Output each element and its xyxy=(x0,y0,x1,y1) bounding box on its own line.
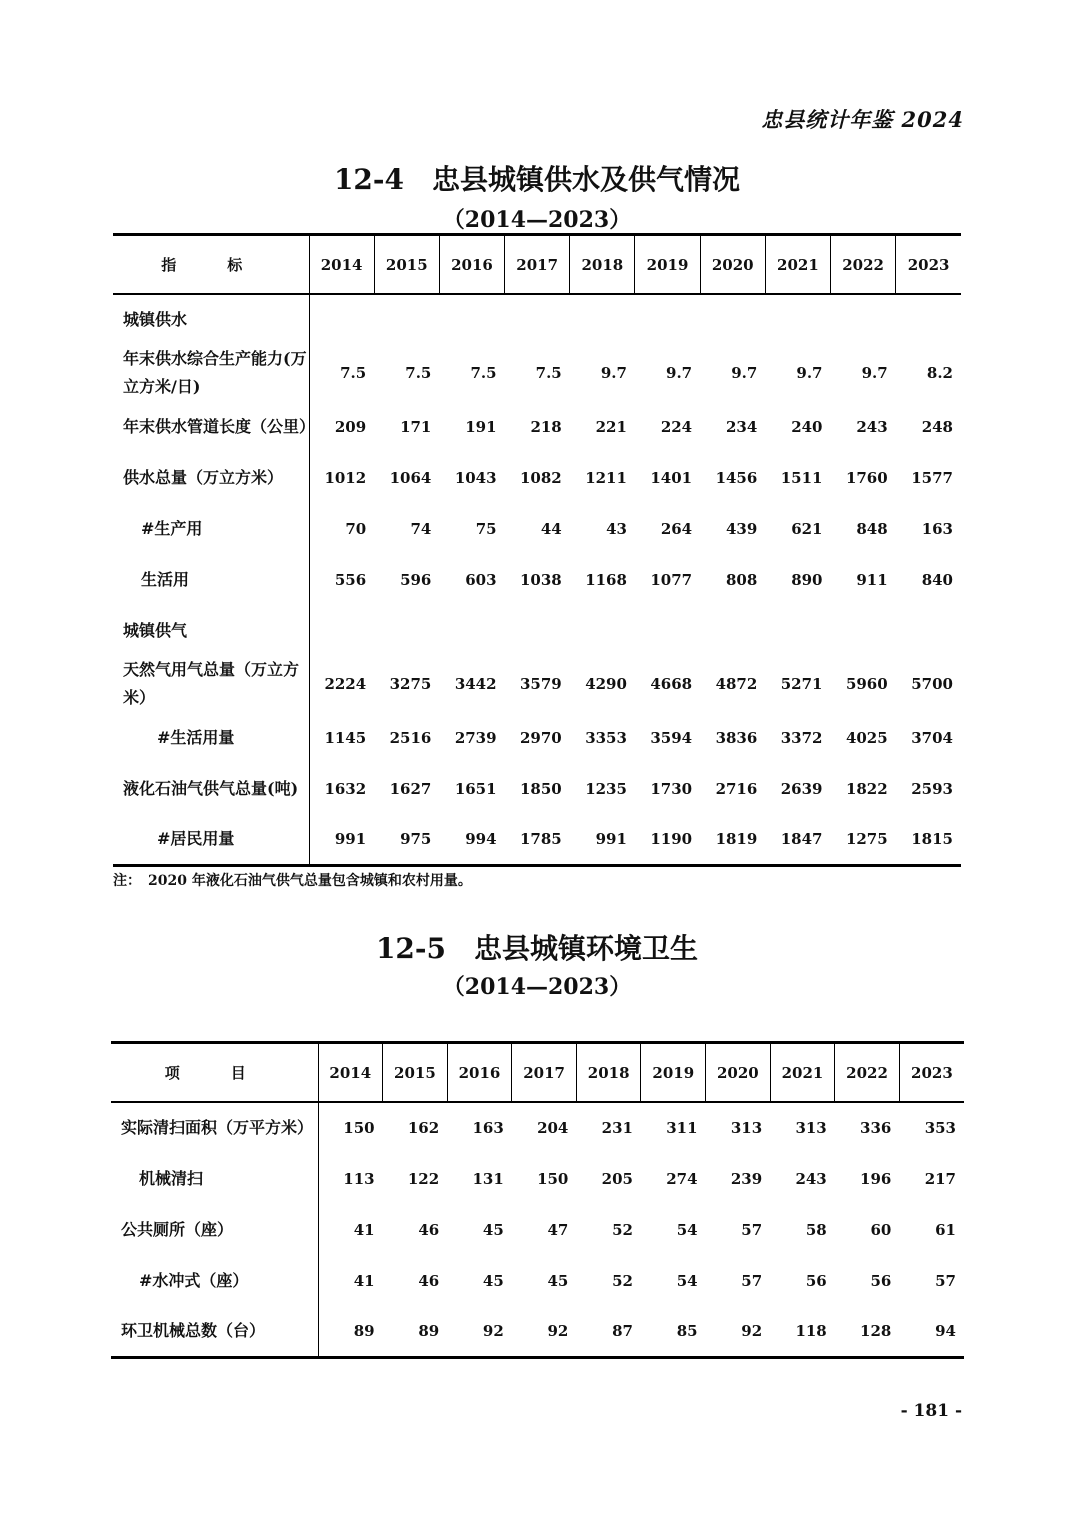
data-cell xyxy=(765,605,830,656)
data-cell: 118 xyxy=(795,1321,827,1340)
data-cell: 205 xyxy=(601,1169,633,1188)
data-cell: 5960 xyxy=(845,675,888,693)
data-cell: 1168 xyxy=(585,570,627,589)
data-cell xyxy=(635,605,700,656)
row-label: #生活用量 xyxy=(113,712,309,763)
table-header-row xyxy=(113,235,961,295)
table-row xyxy=(113,656,961,712)
data-cell: 9.7 xyxy=(796,364,823,382)
data-cell: 45 xyxy=(482,1271,504,1290)
row-label: 城镇供水 xyxy=(113,294,309,345)
table-row xyxy=(113,294,961,345)
table2-title: 12-5 忠县城镇环境卫生 xyxy=(375,932,699,965)
table-row xyxy=(113,605,961,656)
table1-note: 注： 2020 年液化石油气供气总量包含城镇和农村用量。 xyxy=(113,873,472,889)
data-cell: 313 xyxy=(730,1119,763,1137)
table2-subtitle: （2014—2023） xyxy=(442,974,632,1000)
header-year: 2022 xyxy=(831,235,896,295)
data-cell: 3442 xyxy=(454,675,497,693)
header-year: 2020 xyxy=(700,235,765,295)
data-cell: 1785 xyxy=(520,829,562,848)
data-cell: 240 xyxy=(791,417,823,436)
header-year: 2019 xyxy=(635,235,700,295)
data-cell: 1819 xyxy=(715,829,758,848)
data-cell: 603 xyxy=(465,570,497,589)
data-cell: 41 xyxy=(353,1220,375,1239)
data-cell: 2639 xyxy=(780,779,823,798)
table-row xyxy=(113,763,961,814)
data-cell: 274 xyxy=(666,1169,698,1188)
data-cell: 2224 xyxy=(324,675,367,693)
header-year: 2015 xyxy=(383,1043,448,1103)
data-cell xyxy=(831,294,896,345)
environmental-sanitation-table xyxy=(111,1041,964,1359)
table-row xyxy=(113,554,961,605)
data-cell: 75 xyxy=(475,519,497,538)
header-year: 2018 xyxy=(576,1043,641,1103)
data-cell xyxy=(700,605,765,656)
data-cell: 89 xyxy=(418,1321,440,1340)
data-cell: 1511 xyxy=(780,468,823,487)
data-cell: 4025 xyxy=(845,728,888,747)
data-cell xyxy=(374,294,439,345)
header-year: 2017 xyxy=(505,235,570,295)
table1-title: 12-4 忠县城镇供水及供气情况 xyxy=(333,163,741,196)
table-row xyxy=(113,503,961,554)
header-year: 2018 xyxy=(570,235,635,295)
data-cell: 1577 xyxy=(911,468,953,487)
data-cell: 621 xyxy=(791,519,823,538)
data-cell: 1082 xyxy=(520,468,562,487)
table-row xyxy=(113,814,961,865)
data-cell xyxy=(831,605,896,656)
data-cell: 46 xyxy=(418,1271,440,1290)
data-cell: 1847 xyxy=(780,829,823,848)
data-cell: 85 xyxy=(676,1321,698,1340)
data-cell: 1760 xyxy=(845,468,888,487)
header-year: 2021 xyxy=(765,235,830,295)
data-cell: 56 xyxy=(870,1271,892,1290)
data-cell: 1235 xyxy=(585,779,627,798)
data-cell: 92 xyxy=(482,1321,504,1340)
data-cell: 8.2 xyxy=(926,364,953,382)
data-cell: 991 xyxy=(334,829,367,848)
data-cell: 248 xyxy=(921,417,953,436)
data-cell xyxy=(570,294,635,345)
data-cell: 243 xyxy=(795,1169,827,1188)
data-cell: 58 xyxy=(805,1220,827,1239)
header-year: 2023 xyxy=(899,1043,964,1103)
data-cell: 336 xyxy=(860,1119,892,1137)
data-cell xyxy=(896,294,961,345)
row-label: #生产用 xyxy=(113,503,309,554)
data-cell: 9.7 xyxy=(600,364,627,382)
data-cell: 113 xyxy=(343,1169,375,1188)
data-cell: 3836 xyxy=(715,728,758,747)
data-cell: 57 xyxy=(935,1271,956,1290)
row-label: 生活用 xyxy=(113,554,309,605)
data-cell: 1815 xyxy=(911,829,953,848)
data-cell: 1627 xyxy=(389,779,432,798)
data-cell: 9.7 xyxy=(731,364,758,382)
data-cell: 231 xyxy=(601,1119,633,1137)
data-cell: 1043 xyxy=(454,468,497,487)
data-cell: 1632 xyxy=(324,779,367,798)
row-label: 环卫机械总数（台） xyxy=(111,1306,318,1357)
data-cell: 1401 xyxy=(650,468,693,487)
header-year: 2016 xyxy=(447,1043,512,1103)
data-cell: 2739 xyxy=(454,728,497,747)
data-cell: 3594 xyxy=(650,728,693,747)
data-cell: 1456 xyxy=(715,468,758,487)
data-cell: 7.5 xyxy=(535,364,562,382)
data-cell: 163 xyxy=(472,1119,504,1137)
data-cell: 311 xyxy=(666,1119,698,1137)
data-cell: 1730 xyxy=(650,779,693,798)
data-cell: 60 xyxy=(870,1220,892,1239)
data-cell: 61 xyxy=(935,1220,956,1239)
data-cell: 264 xyxy=(660,519,693,538)
data-cell: 41 xyxy=(353,1271,375,1290)
data-cell xyxy=(505,294,570,345)
data-cell: 92 xyxy=(741,1321,763,1340)
data-cell: 57 xyxy=(741,1271,763,1290)
data-cell: 7.5 xyxy=(470,364,497,382)
header-item: 项 目 xyxy=(111,1043,318,1103)
header-year: 2019 xyxy=(641,1043,706,1103)
data-cell: 162 xyxy=(407,1119,440,1137)
data-cell: 1190 xyxy=(650,829,693,848)
data-cell: 1012 xyxy=(324,468,367,487)
data-cell xyxy=(765,294,830,345)
data-cell: 243 xyxy=(856,417,888,436)
data-cell: 3275 xyxy=(389,675,432,693)
data-cell: 2516 xyxy=(389,728,432,747)
data-cell xyxy=(439,605,504,656)
table-row xyxy=(111,1204,964,1255)
table-row xyxy=(111,1306,964,1357)
data-cell: 890 xyxy=(791,570,823,589)
table-row xyxy=(111,1102,964,1153)
data-cell: 150 xyxy=(537,1169,569,1188)
data-cell: 3372 xyxy=(780,728,823,747)
data-cell: 4872 xyxy=(715,675,758,693)
data-cell: 9.7 xyxy=(861,364,888,382)
row-label: 液化石油气供气总量(吨) xyxy=(113,763,309,814)
data-cell: 191 xyxy=(465,417,497,436)
data-cell: 54 xyxy=(676,1220,698,1239)
row-label: 年末供水管道长度（公里） xyxy=(113,401,309,452)
data-cell: 848 xyxy=(856,519,888,538)
row-label: 年末供水综合生产能力(万立方米/日) xyxy=(113,345,309,401)
data-cell: 1651 xyxy=(454,779,497,798)
row-label: #水冲式（座） xyxy=(111,1255,318,1306)
table-row xyxy=(113,712,961,763)
data-cell: 74 xyxy=(410,519,432,538)
header-year: 2023 xyxy=(896,235,961,295)
data-cell xyxy=(700,294,765,345)
data-cell: 556 xyxy=(334,570,367,589)
header-year: 2015 xyxy=(374,235,439,295)
data-cell: 204 xyxy=(537,1119,569,1137)
water-gas-supply-table xyxy=(113,233,961,867)
data-cell: 7.5 xyxy=(340,364,367,382)
data-cell: 3353 xyxy=(585,728,627,747)
data-cell: 221 xyxy=(595,417,627,436)
data-cell: 994 xyxy=(465,829,497,848)
table-row xyxy=(113,345,961,401)
data-cell: 44 xyxy=(540,519,562,538)
data-cell: 2593 xyxy=(911,779,953,798)
data-cell: 1211 xyxy=(585,468,627,487)
data-cell: 353 xyxy=(924,1119,956,1137)
data-cell: 5700 xyxy=(911,675,953,693)
data-cell: 46 xyxy=(418,1220,440,1239)
row-label: 供水总量（万立方米） xyxy=(113,452,309,503)
data-cell: 1038 xyxy=(520,570,562,589)
data-cell: 217 xyxy=(924,1169,956,1188)
data-cell xyxy=(570,605,635,656)
data-cell: 313 xyxy=(795,1119,827,1137)
data-cell xyxy=(309,294,374,345)
data-cell: 911 xyxy=(856,570,888,589)
data-cell: 94 xyxy=(935,1321,956,1340)
data-cell: 218 xyxy=(530,417,562,436)
data-cell: 89 xyxy=(353,1321,375,1340)
data-cell: 163 xyxy=(921,519,953,538)
header-year: 2014 xyxy=(309,235,374,295)
data-cell: 47 xyxy=(547,1220,569,1239)
data-cell: 1077 xyxy=(650,570,693,589)
data-cell: 3704 xyxy=(911,728,953,747)
header-year: 2017 xyxy=(512,1043,577,1103)
row-label: 公共厕所（座） xyxy=(111,1204,318,1255)
data-cell xyxy=(374,605,439,656)
data-cell xyxy=(505,605,570,656)
data-cell: 56 xyxy=(805,1271,827,1290)
table-row xyxy=(111,1255,964,1306)
data-cell: 3579 xyxy=(520,675,562,693)
header-year: 2021 xyxy=(770,1043,835,1103)
data-cell: 991 xyxy=(595,829,627,848)
data-cell: 1145 xyxy=(324,728,367,747)
data-cell: 150 xyxy=(343,1119,375,1137)
row-label: 机械清扫 xyxy=(111,1153,318,1204)
header-year: 2020 xyxy=(706,1043,771,1103)
data-cell: 45 xyxy=(547,1271,569,1290)
data-cell: 1822 xyxy=(845,779,888,798)
data-cell: 1275 xyxy=(845,829,888,848)
row-label: 实际清扫面积（万平方米） xyxy=(111,1102,318,1153)
data-cell: 234 xyxy=(726,417,758,436)
data-cell: 57 xyxy=(741,1220,763,1239)
data-cell: 87 xyxy=(612,1321,633,1340)
data-cell: 122 xyxy=(407,1169,440,1188)
data-cell: 5271 xyxy=(780,675,823,693)
data-cell: 52 xyxy=(612,1271,633,1290)
row-label: 天然气用气总量（万立方米） xyxy=(113,656,309,712)
data-cell: 596 xyxy=(400,570,432,589)
data-cell: 975 xyxy=(400,829,432,848)
data-cell: 131 xyxy=(472,1169,504,1188)
data-cell: 43 xyxy=(606,519,627,538)
data-cell: 9.7 xyxy=(666,364,693,382)
data-cell: 1850 xyxy=(520,779,562,798)
data-cell: 70 xyxy=(345,519,367,538)
data-cell: 45 xyxy=(482,1220,504,1239)
table-row xyxy=(113,452,961,503)
data-cell: 224 xyxy=(660,417,693,436)
data-cell xyxy=(896,605,961,656)
header-year: 2016 xyxy=(439,235,504,295)
data-cell: 2716 xyxy=(715,779,758,798)
data-cell: 128 xyxy=(860,1321,892,1340)
table-row xyxy=(111,1153,964,1204)
data-cell xyxy=(439,294,504,345)
data-cell: 2970 xyxy=(520,728,562,747)
data-cell: 808 xyxy=(726,570,758,589)
data-cell: 4290 xyxy=(585,675,627,693)
data-cell: 92 xyxy=(547,1321,569,1340)
data-cell: 52 xyxy=(612,1220,633,1239)
data-cell: 1064 xyxy=(389,468,432,487)
table-row xyxy=(113,401,961,452)
data-cell xyxy=(635,294,700,345)
running-header: 忠县统计年鉴 2024 xyxy=(761,107,964,132)
table1-subtitle: （2014—2023） xyxy=(442,207,632,233)
table-header-row xyxy=(111,1043,964,1103)
data-cell: 439 xyxy=(726,519,758,538)
data-cell: 209 xyxy=(334,417,367,436)
data-cell: 171 xyxy=(400,417,432,436)
header-indicator: 指 标 xyxy=(113,235,309,295)
data-cell: 239 xyxy=(730,1169,763,1188)
data-cell: 4668 xyxy=(650,675,693,693)
row-label: 城镇供气 xyxy=(113,605,309,656)
row-label: #居民用量 xyxy=(113,814,309,865)
header-year: 2022 xyxy=(835,1043,900,1103)
data-cell: 840 xyxy=(921,570,953,589)
page-number: - 181 - xyxy=(900,1401,962,1421)
data-cell: 196 xyxy=(860,1169,892,1188)
data-cell: 54 xyxy=(676,1271,698,1290)
header-year: 2014 xyxy=(318,1043,383,1103)
data-cell xyxy=(309,605,374,656)
data-cell: 7.5 xyxy=(405,364,432,382)
